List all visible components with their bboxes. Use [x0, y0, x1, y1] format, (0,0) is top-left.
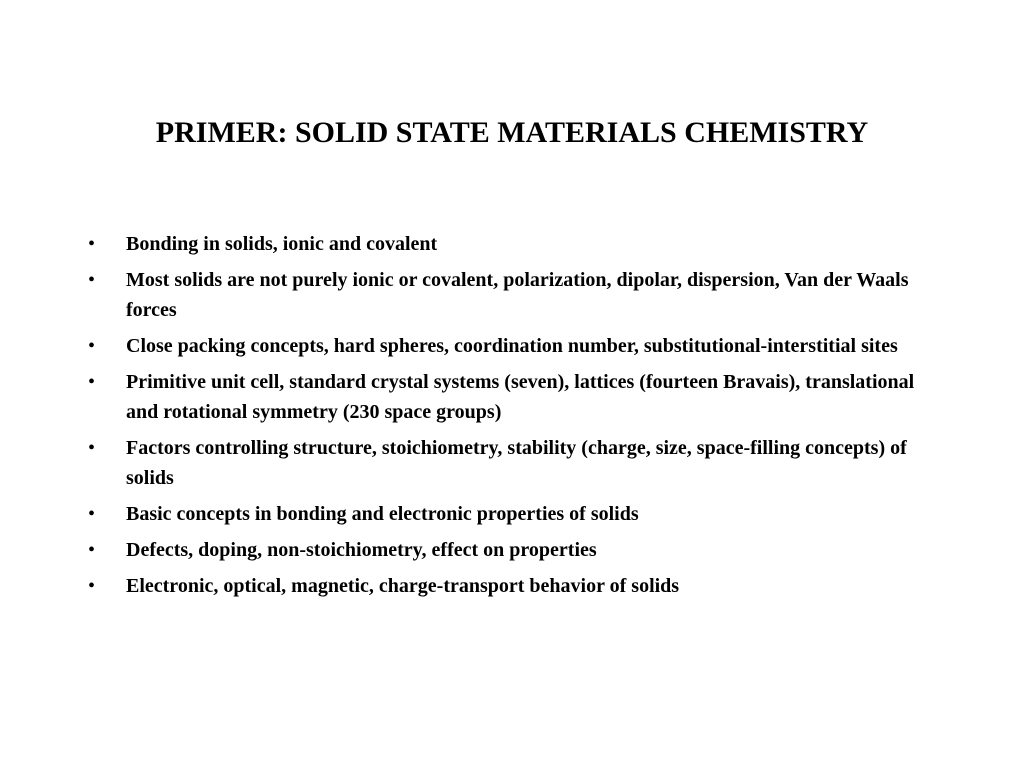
- list-item: [86, 367, 946, 427]
- list-item: [86, 265, 946, 325]
- bullet-icon: •: [88, 503, 96, 525]
- list-item: [86, 571, 946, 601]
- bullet-text: Defects, doping, non-stoichiometry, effect on properties: [126, 539, 597, 561]
- list-item: [86, 433, 946, 493]
- bullet-icon: •: [88, 233, 96, 255]
- bullet-list: [86, 229, 946, 607]
- bullet-text: Basic concepts in bonding and electronic properties of solids: [126, 503, 639, 525]
- bullet-icon: •: [88, 437, 96, 459]
- bullet-text: Bonding in solids, ionic and covalent: [126, 233, 438, 255]
- bullet-text: Electronic, optical, magnetic, charge-transport behavior of solids: [126, 575, 680, 597]
- bullet-icon: •: [88, 335, 96, 357]
- bullet-icon: •: [88, 269, 96, 291]
- bullet-icon: •: [88, 575, 96, 597]
- slide-title: PRIMER: SOLID STATE MATERIALS CHEMISTRY: [155, 116, 869, 149]
- list-item: [86, 535, 946, 565]
- bullet-text: Close packing concepts, hard spheres, coordination number, substitutional-interstitial sites: [126, 335, 898, 357]
- list-item: [86, 229, 946, 259]
- list-item: [86, 499, 946, 529]
- bullet-icon: •: [88, 539, 96, 561]
- bullet-text: Primitive unit cell, standard crystal systems (seven), lattices (fourteen Bravais), translational and rotational symmetry (230 space groups): [126, 371, 915, 423]
- list-item: [86, 331, 946, 361]
- bullet-text: Factors controlling structure, stoichiometry, stability (charge, size, space-filling concepts) of solids: [126, 437, 907, 489]
- bullet-text: Most solids are not purely ionic or covalent, polarization, dipolar, dispersion, Van der Waals forces: [126, 269, 909, 321]
- bullet-icon: •: [88, 371, 96, 393]
